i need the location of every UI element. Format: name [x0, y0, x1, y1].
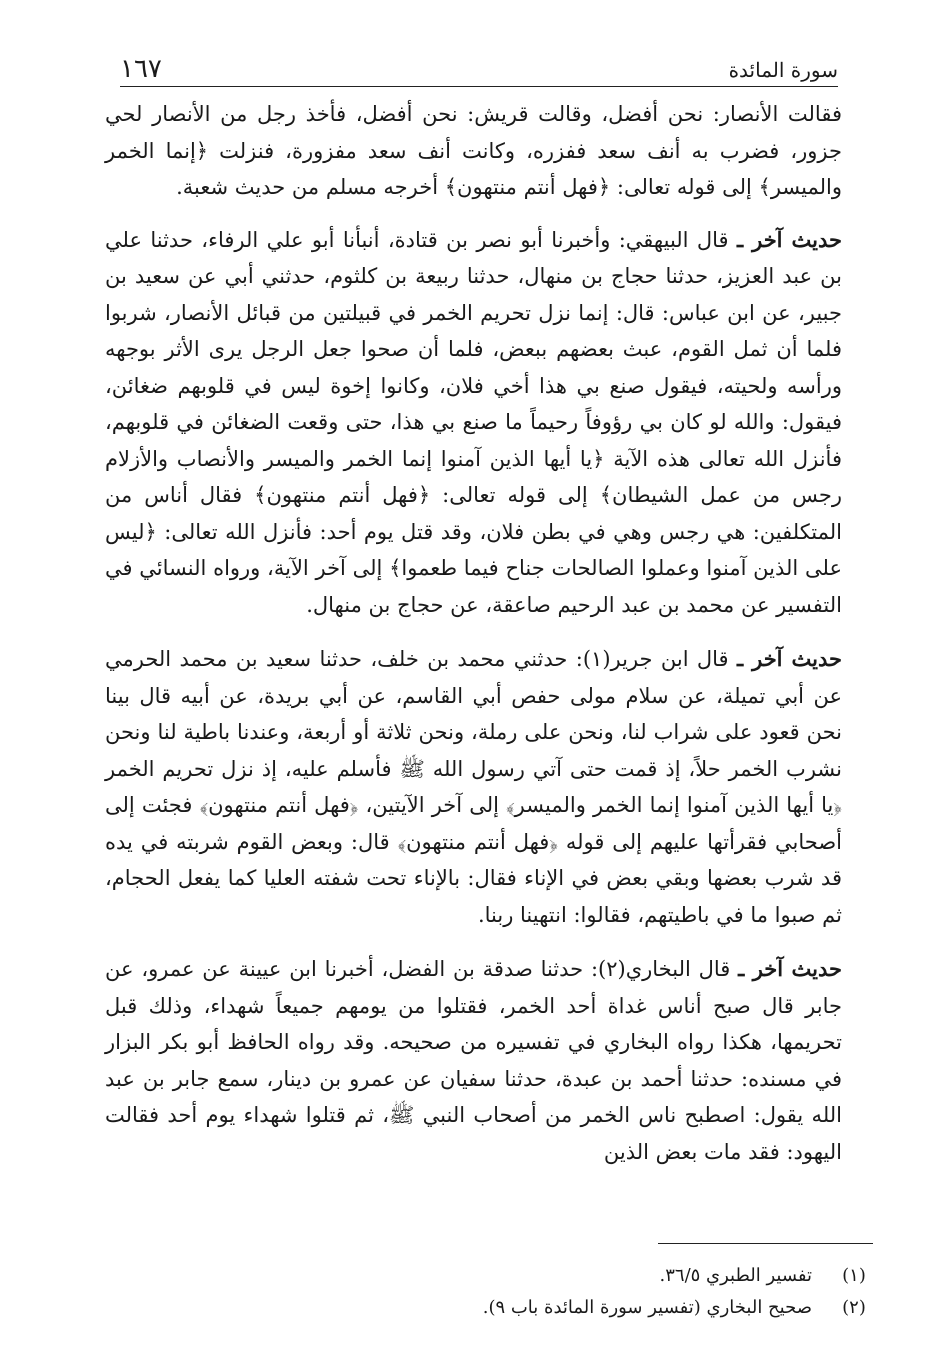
footnote-1	[120, 1260, 874, 1292]
paragraph-2	[105, 222, 842, 624]
footnotes	[120, 1260, 874, 1324]
page-number: ١٦٧	[120, 54, 162, 84]
paragraph-lead: حديث آخر ـ	[736, 226, 842, 252]
paragraph-text: فقالت الأنصار: نحن أفضل، وقالت قريش: نحن أفضل، فأخذ رجل من الأنصار لحي جزور، فضرب به أنف سعد ففزره، وكانت أنف سعد مفزورة، فنزلت ﴿إنما الخمر والميسر﴾ إلى قوله تعالى: ﴿فهل أنتم منتهون﴾ أخرجه مسلم من حديث شعبة.	[105, 102, 842, 199]
running-title: سورة المائدة	[728, 58, 838, 82]
footnote-text: تفسير الطبري ٣٦/٥.	[659, 1265, 812, 1286]
footnote-number: (١)	[842, 1265, 866, 1286]
footnote-number: (٢)	[842, 1297, 866, 1318]
paragraph-text: قال ابن جرير(١): حدثني محمد بن خلف، حدثنا سعيد بن محمد الحرمي عن أبي تميلة، عن سلام مولى حفص أبي القاسم، عن أبي بريدة، عن أبيه قال بينا نحن قعود على شراب لنا، ونحن على رملة، ونحن ثلاثة أو أربعة، وعندنا باطية لنا ونحن نشرب الخمر حلاً، إذ قمت حتى آتي رسول الله ﷺ فأسلم عليه، إذ نزل تحريم الخمر ﴿يا أيها الذين آمنوا إنما الخمر والميسر﴾ إلى آخر الآيتين، ﴿فهل أنتم منتهون﴾ فجئت إلى أصحابي فقرأتها عليهم إلى قوله ﴿فهل أنتم منتهون﴾ قال: وبعض القوم شربته في يده قد شرب بعضها وبقي بعض في الإناء فقال: بالإناء تحت شفته العليا كما يفعل الحجام، ثم صبوا ما في باطيتهم، فقالوا: انتهينا ربنا.	[105, 647, 842, 927]
paragraph-text: قال البيهقي: وأخبرنا أبو نصر بن قتادة، أنبأنا أبو علي الرفاء، حدثنا علي بن عبد العزيز، حدثنا حجاج بن منهال، حدثنا ربيعة بن كلثوم، حدثني أبي عن سعيد بن جبير، عن ابن عباس: قال: إنما نزل تحريم الخمر في قبيلتين من قبائل الأنصار، شربوا فلما أن ثمل القوم، عبث بعضهم ببعض، فلما أن صحوا جعل الرجل يرى الأثر بوجهه ورأسه ولحيته، فيقول صنع بي هذا أخي فلان، وكانوا إخوة ليس في قلوبهم ضغائن، فيقول: والله لو كان بي رؤوفاً رحيماً ما صنع بي هذا، حتى وقعت الضغائن في قلوبهم، فأنزل الله تعالى هذه الآية ﴿يا أيها الذين آمنوا إنما الخمر والميسر والأنصاب والأزلام رجس من عمل الشيطان﴾ إلى قوله تعالى: ﴿فهل أنتم منتهون﴾ فقال أناس من المتكلفين: هي رجس وهي في بطن فلان، وقد قتل يوم أحد: فأنزل الله تعالى: ﴿ليس على الذين آمنوا وعملوا الصالحات جناح فيما طعموا﴾ إلى آخر الآية، ورواه النسائي في التفسير عن محمد بن عبد الرحيم صاعقة، عن حجاج بن منهال.	[105, 227, 842, 617]
main-text	[105, 96, 842, 1170]
paragraph-text: قال البخاري(٢): حدثنا صدقة بن الفضل، أخبرنا ابن عيينة عن عمرو، عن جابر قال صبح أناس غداة أحد الخمر، فقتلوا من يومهم جميعاً شهداء، وذلك قبل تحريمها، هكذا رواه البخاري في تفسيره من صحيحه. وقد رواه الحافظ أبو بكر البزار في مسنده: حدثنا أحمد بن عبدة، حدثنا سفيان عن عمرو بن دينار، سمع جابر بن عبد الله يقول: اصطبح ناس الخمر من أصحاب النبي ﷺ، ثم قتلوا شهداء يوم أحد فقالت اليهود: فقد مات بعض الذين	[105, 957, 842, 1164]
paragraph-3	[105, 641, 842, 933]
footnote-2	[120, 1292, 874, 1324]
footnote-divider	[658, 1243, 873, 1244]
page-header	[120, 56, 838, 87]
paragraph-lead: حديث آخر ـ	[738, 956, 843, 981]
paragraph-4	[105, 951, 842, 1170]
paragraph-lead: حديث آخر ـ	[736, 646, 842, 671]
paragraph-1	[105, 96, 842, 206]
footnote-text: صحيح البخاري (تفسير سورة المائدة باب ٩).	[482, 1297, 812, 1318]
